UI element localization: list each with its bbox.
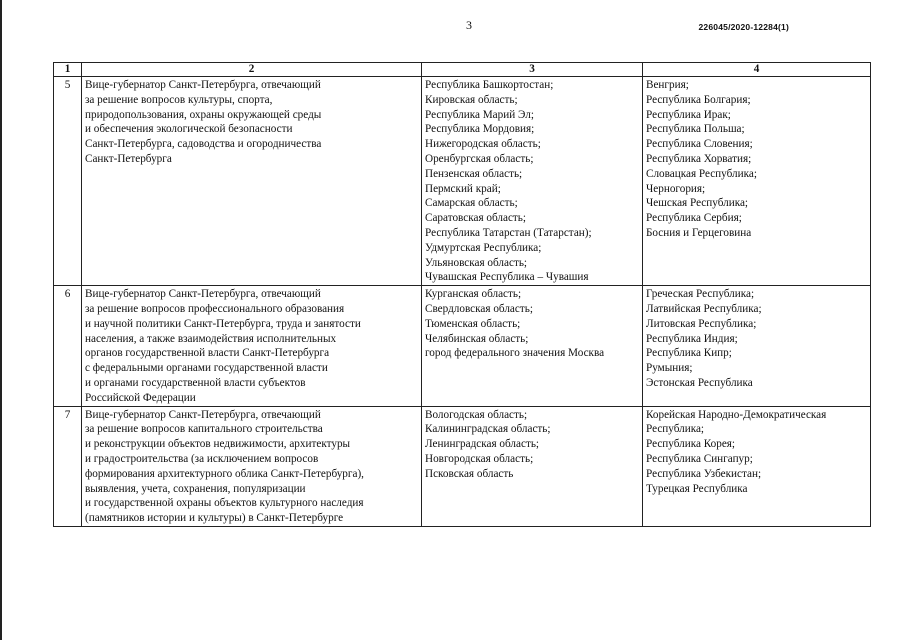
region-item: Курганская область;	[425, 288, 522, 301]
official-line: Российской Федерации	[85, 391, 196, 404]
region-item: Калининградская область;	[425, 423, 551, 436]
region-item: Удмуртская Республика;	[425, 241, 542, 254]
official-cell	[82, 77, 422, 286]
official-line: формирования архитектурного облика Санкт-Петербурга),	[85, 467, 364, 480]
row-number: 5	[54, 77, 82, 286]
country-item: Республика Кипр;	[646, 347, 732, 360]
region-item: Нижегородская область;	[425, 138, 541, 151]
region-item: Ленинградская область;	[425, 438, 540, 451]
official-line: населения, а также взаимодействия исполнительных	[85, 332, 337, 345]
region-item: Республика Мордовия;	[425, 123, 535, 136]
country-item: Венгрия;	[646, 79, 689, 91]
official-line: и обеспечения экологической безопасности	[85, 123, 293, 136]
column-header: 4	[643, 63, 871, 77]
page-number: 3	[466, 18, 472, 32]
official-line: природопользования, охраны окружающей среды	[85, 108, 322, 121]
official-line: за решение вопросов культуры, спорта,	[85, 93, 273, 106]
region-item: Самарская область;	[425, 197, 518, 210]
region-item: Чувашская Республика – Чувашия	[425, 271, 589, 284]
country-item: Латвийская Республика;	[646, 302, 762, 315]
region-item: Челябинская область;	[425, 332, 529, 345]
official-line: и градостроительства (за исключением вопросов	[85, 452, 319, 465]
country-item: Румыния;	[646, 362, 693, 375]
region-item: Вологодская область;	[425, 408, 528, 421]
region-item: Республика Татарстан (Татарстан);	[425, 226, 592, 239]
official-line: с федеральными органами государственной власти	[85, 362, 328, 375]
table-row	[54, 286, 871, 406]
country-item: Республика Болгария;	[646, 93, 751, 106]
official-cell	[82, 406, 422, 526]
country-item: Чешская Республика;	[646, 197, 749, 210]
country-item: Корейская Народно-Демократическая	[646, 408, 827, 421]
country-item: Республика Польша;	[646, 123, 745, 136]
country-item: Республика Индия;	[646, 332, 738, 345]
country-item: Республика;	[646, 423, 705, 436]
region-item: Республика Башкортостан;	[425, 79, 554, 91]
row-number: 7	[54, 406, 82, 526]
country-item: Республика Узбекистан;	[646, 467, 762, 480]
regions-cell	[422, 77, 643, 286]
table-body	[54, 77, 871, 527]
region-item: Тюменская область;	[425, 317, 521, 330]
country-item: Эстонская Республика	[646, 376, 753, 389]
country-item: Республика Хорватия;	[646, 152, 752, 165]
column-header: 2	[82, 63, 422, 77]
table-row	[54, 406, 871, 526]
row-number: 6	[54, 286, 82, 406]
assignment-table	[53, 62, 871, 527]
country-item: Республика Сингапур;	[646, 452, 753, 465]
official-line: органов государственной власти Санкт-Петербурга	[85, 347, 330, 360]
region-item: Оренбургская область;	[425, 152, 534, 165]
official-line: и государственной охраны объектов культурного наследия	[85, 497, 364, 510]
region-item: Свердловская область;	[425, 302, 533, 315]
document-code: 226045/2020-12284(1)	[698, 22, 789, 32]
region-item: город федерального значения Москва	[425, 347, 605, 360]
official-line: Санкт-Петербурга	[85, 152, 172, 165]
official-line: Санкт-Петербурга, садоводства и огородничества	[85, 138, 322, 151]
regions-cell	[422, 286, 643, 406]
country-item: Республика Словения;	[646, 138, 753, 151]
official-line: за решение вопросов капитального строительства	[85, 423, 323, 436]
region-item: Псковская область	[425, 467, 514, 480]
countries-cell	[643, 286, 871, 406]
country-item: Греческая Республика;	[646, 288, 755, 301]
official-line: за решение вопросов профессионального образования	[85, 302, 345, 315]
region-item: Кировская область;	[425, 93, 518, 106]
country-item: Черногория;	[646, 182, 706, 195]
region-item: Ульяновская область;	[425, 256, 528, 269]
official-cell	[82, 286, 422, 406]
country-item: Литовская Республика;	[646, 317, 757, 330]
region-item: Пермский край;	[425, 182, 501, 195]
country-item: Республика Ирак;	[646, 108, 731, 121]
countries-cell	[643, 77, 871, 286]
country-item: Турецкая Республика	[646, 482, 748, 495]
country-item: Босния и Герцеговина	[646, 226, 752, 239]
region-item: Республика Марий Эл;	[425, 108, 534, 121]
country-item: Республика Сербия;	[646, 212, 742, 225]
column-header: 1	[54, 63, 82, 77]
official-line: и реконструкции объектов недвижимости, архитектуры	[85, 438, 351, 451]
official-line: (памятников истории и культуры) в Санкт-Петербурге	[85, 512, 344, 525]
countries-cell	[643, 406, 871, 526]
region-item: Саратовская область;	[425, 212, 527, 225]
official-line: Вице-губернатор Санкт-Петербурга, отвечающий	[85, 288, 321, 301]
country-item: Республика Корея;	[646, 438, 736, 451]
official-line: Вице-губернатор Санкт-Петербурга, отвечающий	[85, 408, 321, 421]
official-line: Вице-губернатор Санкт-Петербурга, отвечающий	[85, 79, 321, 91]
page-left-edge	[0, 0, 2, 640]
official-line: и органами государственной власти субъектов	[85, 376, 306, 389]
table-header-row	[54, 63, 871, 77]
table-row	[54, 77, 871, 286]
official-line: выявления, учета, сохранения, популяризации	[85, 482, 306, 495]
country-item: Словацкая Республика;	[646, 167, 757, 180]
official-line: и научной политики Санкт-Петербурга, труда и занятости	[85, 317, 361, 330]
region-item: Пензенская область;	[425, 167, 523, 180]
regions-cell	[422, 406, 643, 526]
region-item: Новгородская область;	[425, 452, 534, 465]
column-header: 3	[422, 63, 643, 77]
